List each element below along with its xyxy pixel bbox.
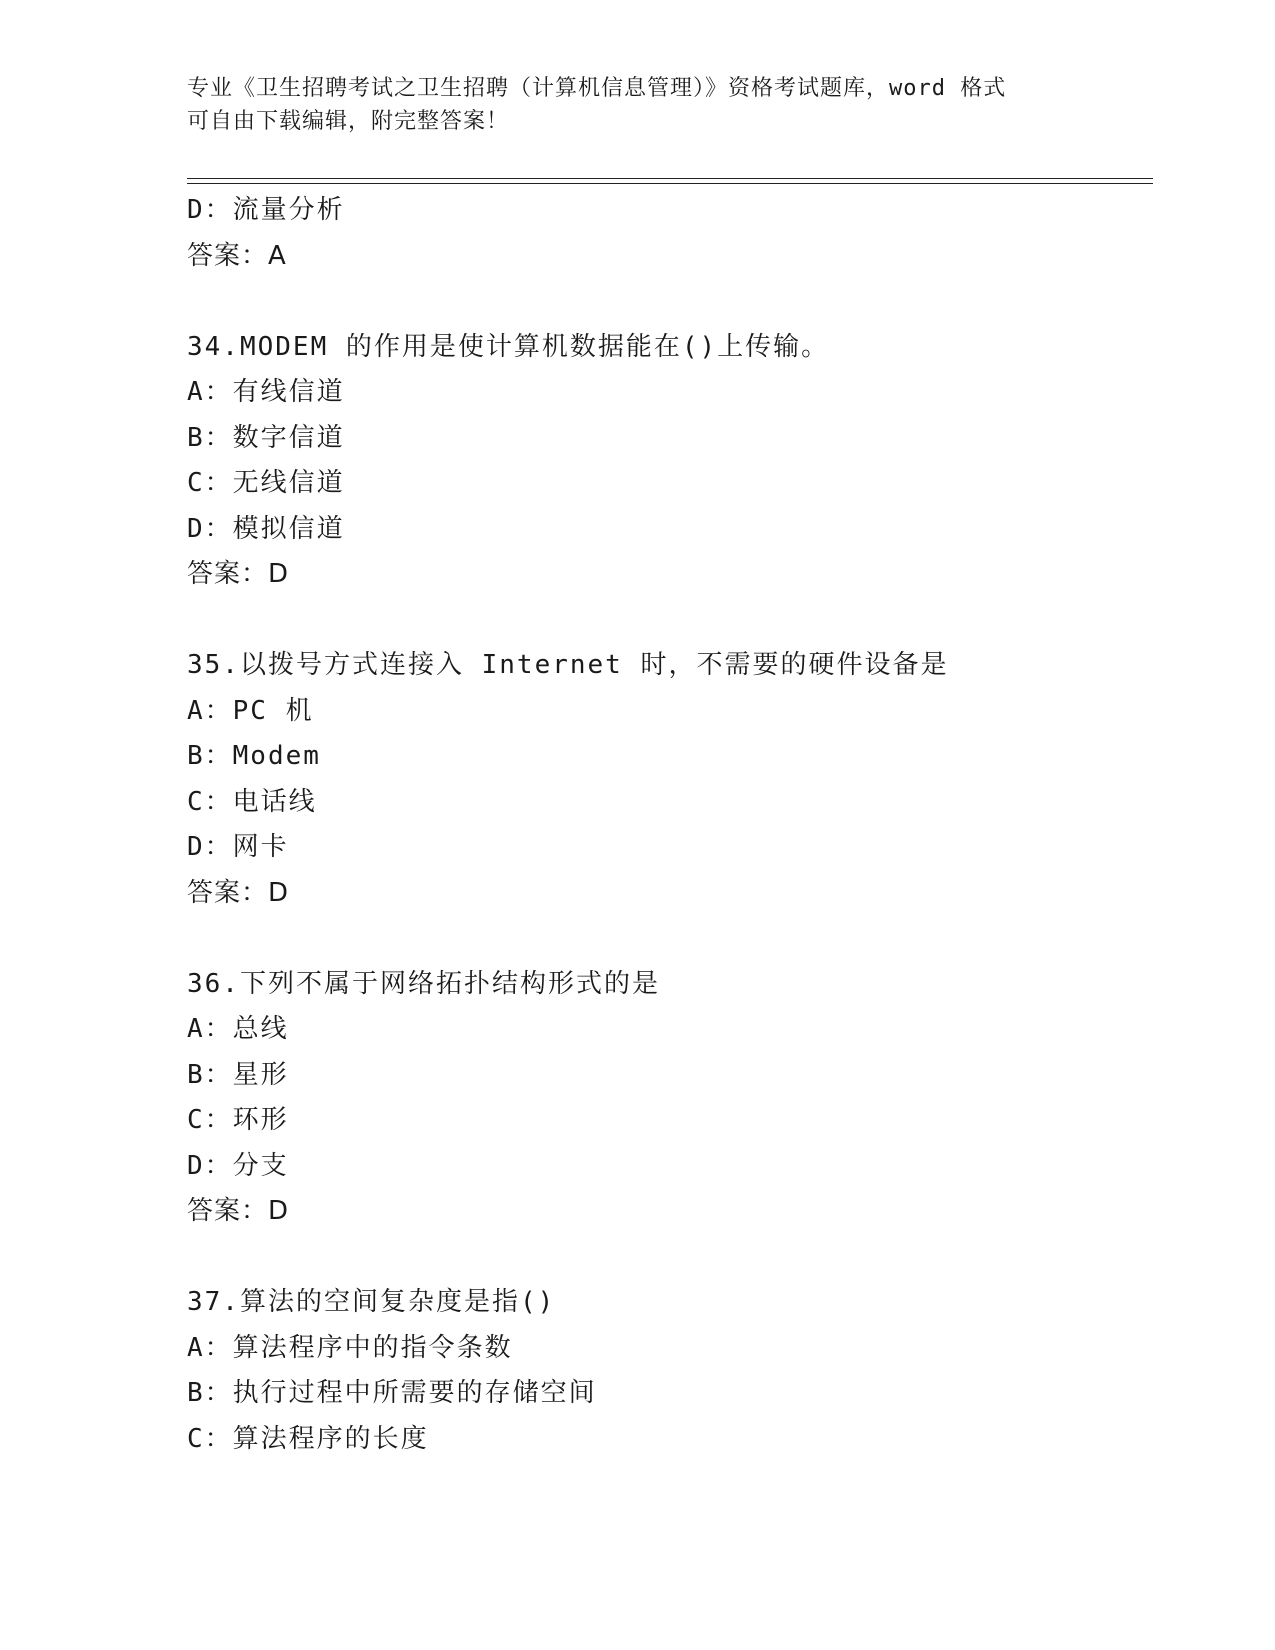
- spacer: [187, 916, 1153, 962]
- question-list: [187, 188, 1153, 1462]
- question-fragment: [187, 188, 1153, 279]
- option-b: B：执行过程中所需要的存储空间: [187, 1378, 597, 1408]
- option-d: D：分支: [187, 1150, 289, 1181]
- answer-label: 答案：D: [187, 877, 290, 908]
- option-c: C：电话线: [187, 786, 317, 817]
- header-divider-top: [187, 178, 1153, 179]
- option-a: A：算法程序中的指令条数: [187, 1332, 513, 1363]
- option-a: A：总线: [187, 1014, 289, 1044]
- option-a: A：有线信道: [187, 377, 345, 407]
- question-stem: 37.算法的空间复杂度是指(): [187, 1287, 556, 1317]
- spacer: [187, 598, 1153, 644]
- option-b: B：数字信道: [187, 422, 345, 453]
- question-stem: 34.MODEM 的作用是使计算机数据能在()上传输。: [187, 331, 830, 362]
- question-stem: 36.下列不属于网络拓扑结构形式的是: [187, 968, 660, 999]
- option-b: B：星形: [187, 1059, 289, 1090]
- option-b: B：Modem: [187, 741, 321, 771]
- spacer: [187, 1235, 1153, 1281]
- option-d: D：流量分析: [187, 195, 345, 225]
- header-title-line-2: 可自由下载编辑，附完整答案！: [187, 109, 510, 134]
- answer-label: 答案：D: [187, 1196, 290, 1226]
- header-divider-bottom: [187, 183, 1153, 184]
- question-stem: 35.以拨号方式连接入 Internet 时，不需要的硬件设备是: [187, 650, 949, 680]
- header-title-line-1: 专业《卫生招聘考试之卫生招聘（计算机信息管理）》资格考试题库，word 格式: [187, 76, 1007, 101]
- question-36: [187, 962, 1153, 1235]
- option-a: A：PC 机: [187, 695, 314, 726]
- option-d: D：模拟信道: [187, 513, 345, 544]
- question-34: [187, 325, 1153, 598]
- answer-label: 答案：D: [187, 559, 290, 589]
- option-c: C：算法程序的长度: [187, 1423, 429, 1454]
- option-c: C：无线信道: [187, 468, 345, 498]
- option-d: D：网卡: [187, 832, 289, 862]
- question-35: [187, 643, 1153, 916]
- option-c: C：环形: [187, 1105, 289, 1135]
- answer-label: 答案：A: [187, 240, 287, 271]
- question-37: [187, 1280, 1153, 1462]
- document-header: [187, 72, 1087, 138]
- spacer: [187, 279, 1153, 325]
